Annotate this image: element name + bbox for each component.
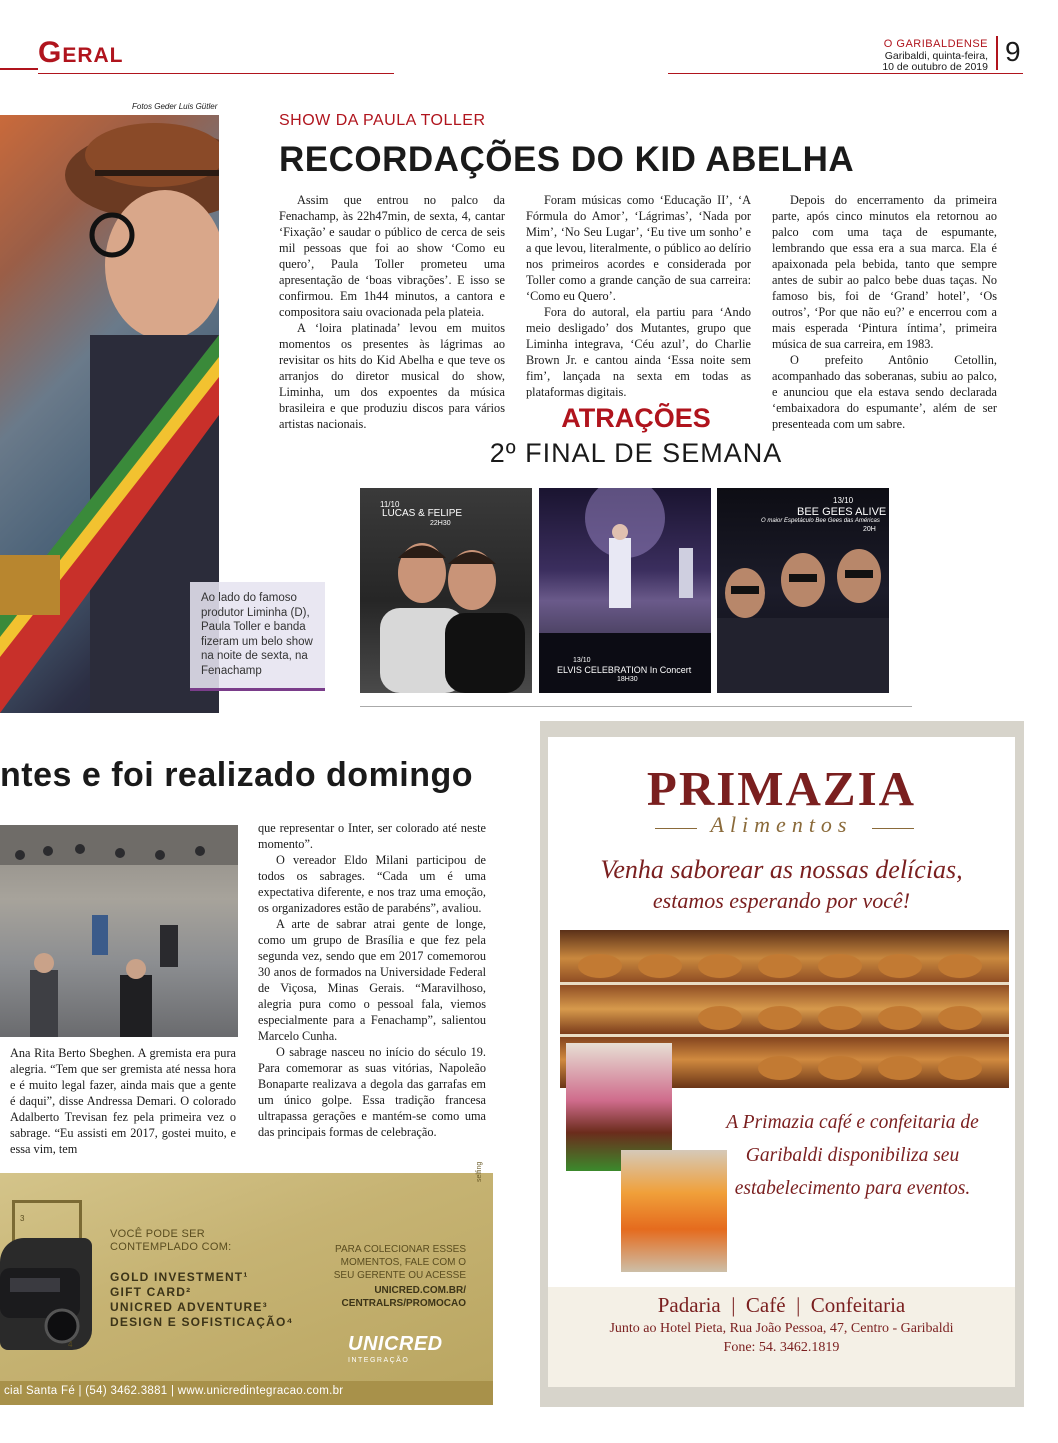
poster-elvis-celebration[interactable] <box>539 488 711 693</box>
primazia-phone: Fone: 54. 3462.1819 <box>723 1340 840 1355</box>
item-marker-3: 3 <box>20 1214 25 1223</box>
attractions-rule <box>360 706 912 707</box>
prize-item: GIFT CARD² <box>110 1285 192 1299</box>
paragraph: A arte de sabrar atrai gente de longe, como um grupo de Brasília e que fez pela segunda vez, sendo que em 2017 comemorou 30 anos de formados na Universidade Federal de Viçosa, Minas Gerais. “Maravilhoso, alegria pura como o pessoal fala, viemos especialmente para a Fenachamp”, salientou Marcelo Cunha. <box>258 917 486 1043</box>
photo-caption: Ao lado do famoso produtor Liminha (D), Paula Toller e banda fizeram um belo show na noite de sexta, na Fenachamp <box>201 592 313 677</box>
attractions-subtitle: 2º FINAL DE SEMANA <box>489 438 783 468</box>
paragraph: O prefeito Antônio Cetollin, acompanhado das soberanas, subiu ao palco, e anunciou que ela estava sendo declarada ‘embaixadora do espumante’, além de ser presenteada com um sabre. <box>772 353 997 431</box>
prize-item: DESIGN E SOFISTICAÇÃO⁴ <box>110 1315 294 1329</box>
item-marker-4: 4 <box>68 1340 73 1349</box>
caption-accent-bar <box>190 688 325 691</box>
primazia-brand-subtitle: Alimentos <box>710 812 853 837</box>
poster-name: ELVIS CELEBRATION In Concert <box>557 665 692 675</box>
poster-time: 20H <box>863 526 876 533</box>
photo-credit: Fotos Geder Luis Gütler <box>132 102 218 111</box>
primazia-categories: Padaria | Café | Confeitaria <box>657 1293 906 1317</box>
paragraph: Assim que entrou no palco da Fenachamp, às 22h47min, de sexta, 4, cantar ‘Fixação’ e saudar o público de cerca de seis mil pessoas que foi ao show ‘Como eu quero’, Paula Toller prometeu uma apresentação de ‘boas vibrações’. E isso se confirmou. Em 1h44 minutos, a cantora e compositora saiu ovacionada pela plateia. <box>279 193 505 319</box>
article-column-3 <box>772 192 997 432</box>
guitarist-illustration <box>0 115 219 713</box>
section-title: Geral <box>38 36 124 69</box>
primazia-slogan-1: Venha saborear as nossas delícias, <box>600 855 963 884</box>
sabrage-crowd-photo <box>0 825 238 1037</box>
page-number-separator <box>996 36 998 70</box>
article2-column-right <box>258 820 486 1140</box>
poster-name: BEE GEES ALIVE <box>797 506 887 518</box>
article-kicker: SHOW DA PAULA TOLLER <box>279 112 486 129</box>
unicred-footer-text: cial Santa Fé | (54) 3462.3881 | www.unicredintegracao.com.br <box>4 1385 344 1397</box>
stage-illustration <box>539 488 711 693</box>
primazia-description: A Primazia café e confeitaria de Garibaldi disponibiliza seu estabelecimento para eventos. <box>726 1112 979 1199</box>
article2-column-left <box>10 1045 236 1157</box>
paragraph: O sabrage nasceu no início do século 19. Para comemorar as suas vitórias, Napoleão Bonaparte realizava a degola das garrafas em um único golpe. Essa tradição francesa ultrapassa gerações e mantém-se como uma das principais formas de celebração. <box>258 1045 486 1139</box>
paragraph: Fora do autoral, ela partiu para ‘Ando meio desligado’ dos Mutantes, grupo que Liminha integrava, ‘Céu azul’, do Charlie Brown Jr. e cantou ainda ‘Essa noite sem fim’, lançada na sexta em todas as plataformas digitais. <box>526 305 751 399</box>
suv-illustration <box>0 1238 92 1350</box>
unicred-intro: VOCÊ PODE SER CONTEMPLADO COM: <box>110 1228 232 1253</box>
car-image <box>0 1238 92 1350</box>
poster-time: 18H30 <box>617 676 638 683</box>
paragraph: Ana Rita Berto Sbeghen. A gremista era pura alegria. “Tem que ser gremista até nessa hora e é muito legal fazer, ainda mais que a gente é daqui”, disse Andressa Demari. O colorado Adalberto Trevisan fez pela primeira vez o sabrage. “Eu assisti em 2017, gostei muito, e essa vim, tem <box>10 1046 236 1156</box>
poster-name: LUCAS & FELIPE <box>382 508 463 519</box>
poster-date: 13/10 <box>573 657 591 664</box>
primazia-address: Junto ao Hotel Pieta, Rua João Pessoa, 47, Centro - Garibaldi <box>609 1321 954 1336</box>
article-column-1 <box>279 192 505 432</box>
publication-city: Garibaldi, quinta-feira, <box>884 50 988 62</box>
poster-lucas-felipe[interactable] <box>360 488 532 693</box>
unicred-vertical-note: selfing <box>476 1161 483 1182</box>
brand-rule-right <box>872 828 914 829</box>
article-column-2 <box>526 192 751 400</box>
unicred-prize-list <box>110 1270 294 1330</box>
prize-item: GOLD INVESTMENT¹ <box>110 1270 249 1284</box>
paragraph: que representar o Inter, ser colorado até neste momento”. <box>258 821 486 851</box>
article-headline: RECORDAÇÕES DO KID ABELHA <box>279 140 855 179</box>
paragraph: Depois do encerramento da primeira parte, após cinco minutos ela retornou ao palco com uma taça de espumante, lembrando que essa era a sua marca. Ela é apaixonada pela bebida, tanto que sempre antes de subir ao palco bebe duas taças. No famoso bis, foi de ‘Grand’ hotel’, ‘Os outros’, ‘Por que não eu?’ e encerrou com a mais esperada ‘Pintura íntima’, primeira música de sua carreira, em 1983. <box>772 193 997 351</box>
publication-date: 10 de outubro de 2019 <box>882 61 988 73</box>
poster-date: 13/10 <box>833 496 854 505</box>
poster-date: 11/10 <box>380 500 400 509</box>
poster-tagline: O maior Espetáculo Bee Gees das Américas <box>761 518 880 524</box>
poster-time: 22H30 <box>430 520 451 527</box>
attractions-title: ATRAÇÕES <box>561 403 711 433</box>
prize-item: UNICRED ADVENTURE³ <box>110 1300 268 1314</box>
paragraph: A ‘loira platinada’ levou em muitos momentos os presentes às lágrimas ao revisitar os hits do Kid Abelha e que teve os arranjos do diretor musical do show, Liminha, um dos expoentes da música brasileira e que produziu discos para vários artistas nacionais. <box>279 321 505 431</box>
primazia-brand: PRIMAZIA <box>646 761 917 816</box>
concert-photo <box>0 115 219 713</box>
poster-bee-gees-alive[interactable] <box>717 488 889 693</box>
unicred-cta: PARA COLECIONAR ESSES MOMENTOS, FALE COM O SEU GERENTE OU ACESSE <box>333 1244 466 1281</box>
paragraph: Foram músicas como ‘Educação II’, ‘A Fórmula do Amor’, ‘Lágrimas’, ‘Nada por Mim’, ‘No Seu Lugar’, ‘Eu tive um sonho’ e a que levou, literalmente, o público ao delírio nos primeiros acordes e considerada por Toller como a grande canção de sua carreira: ‘Como eu Quero’. <box>526 193 751 303</box>
article2-headline: ntes e foi realizado domingo <box>0 756 474 794</box>
unicred-logo: UNICRED <box>348 1333 443 1355</box>
header-rule-right <box>668 73 1023 74</box>
primazia-slogan-2: estamos esperando por você! <box>652 888 911 913</box>
header-accent <box>0 68 38 70</box>
header-rule-left <box>38 73 394 74</box>
unicred-url[interactable]: UNICRED.COM.BR/ CENTRALRS/PROMOCAO <box>341 1285 466 1309</box>
crowd-illustration <box>0 825 238 1037</box>
publication-name: O GARIBALDENSE <box>883 38 988 50</box>
unicred-logo-subtitle: INTEGRAÇÃO <box>348 1357 410 1364</box>
paragraph: O vereador Eldo Milani participou de todos os sabrages. “Cada um é uma expectativa diferente, e nos traz uma emoção, os organizadores estão de parabéns”, avaliou. <box>258 853 486 915</box>
page-number: 9 <box>1005 36 1021 67</box>
